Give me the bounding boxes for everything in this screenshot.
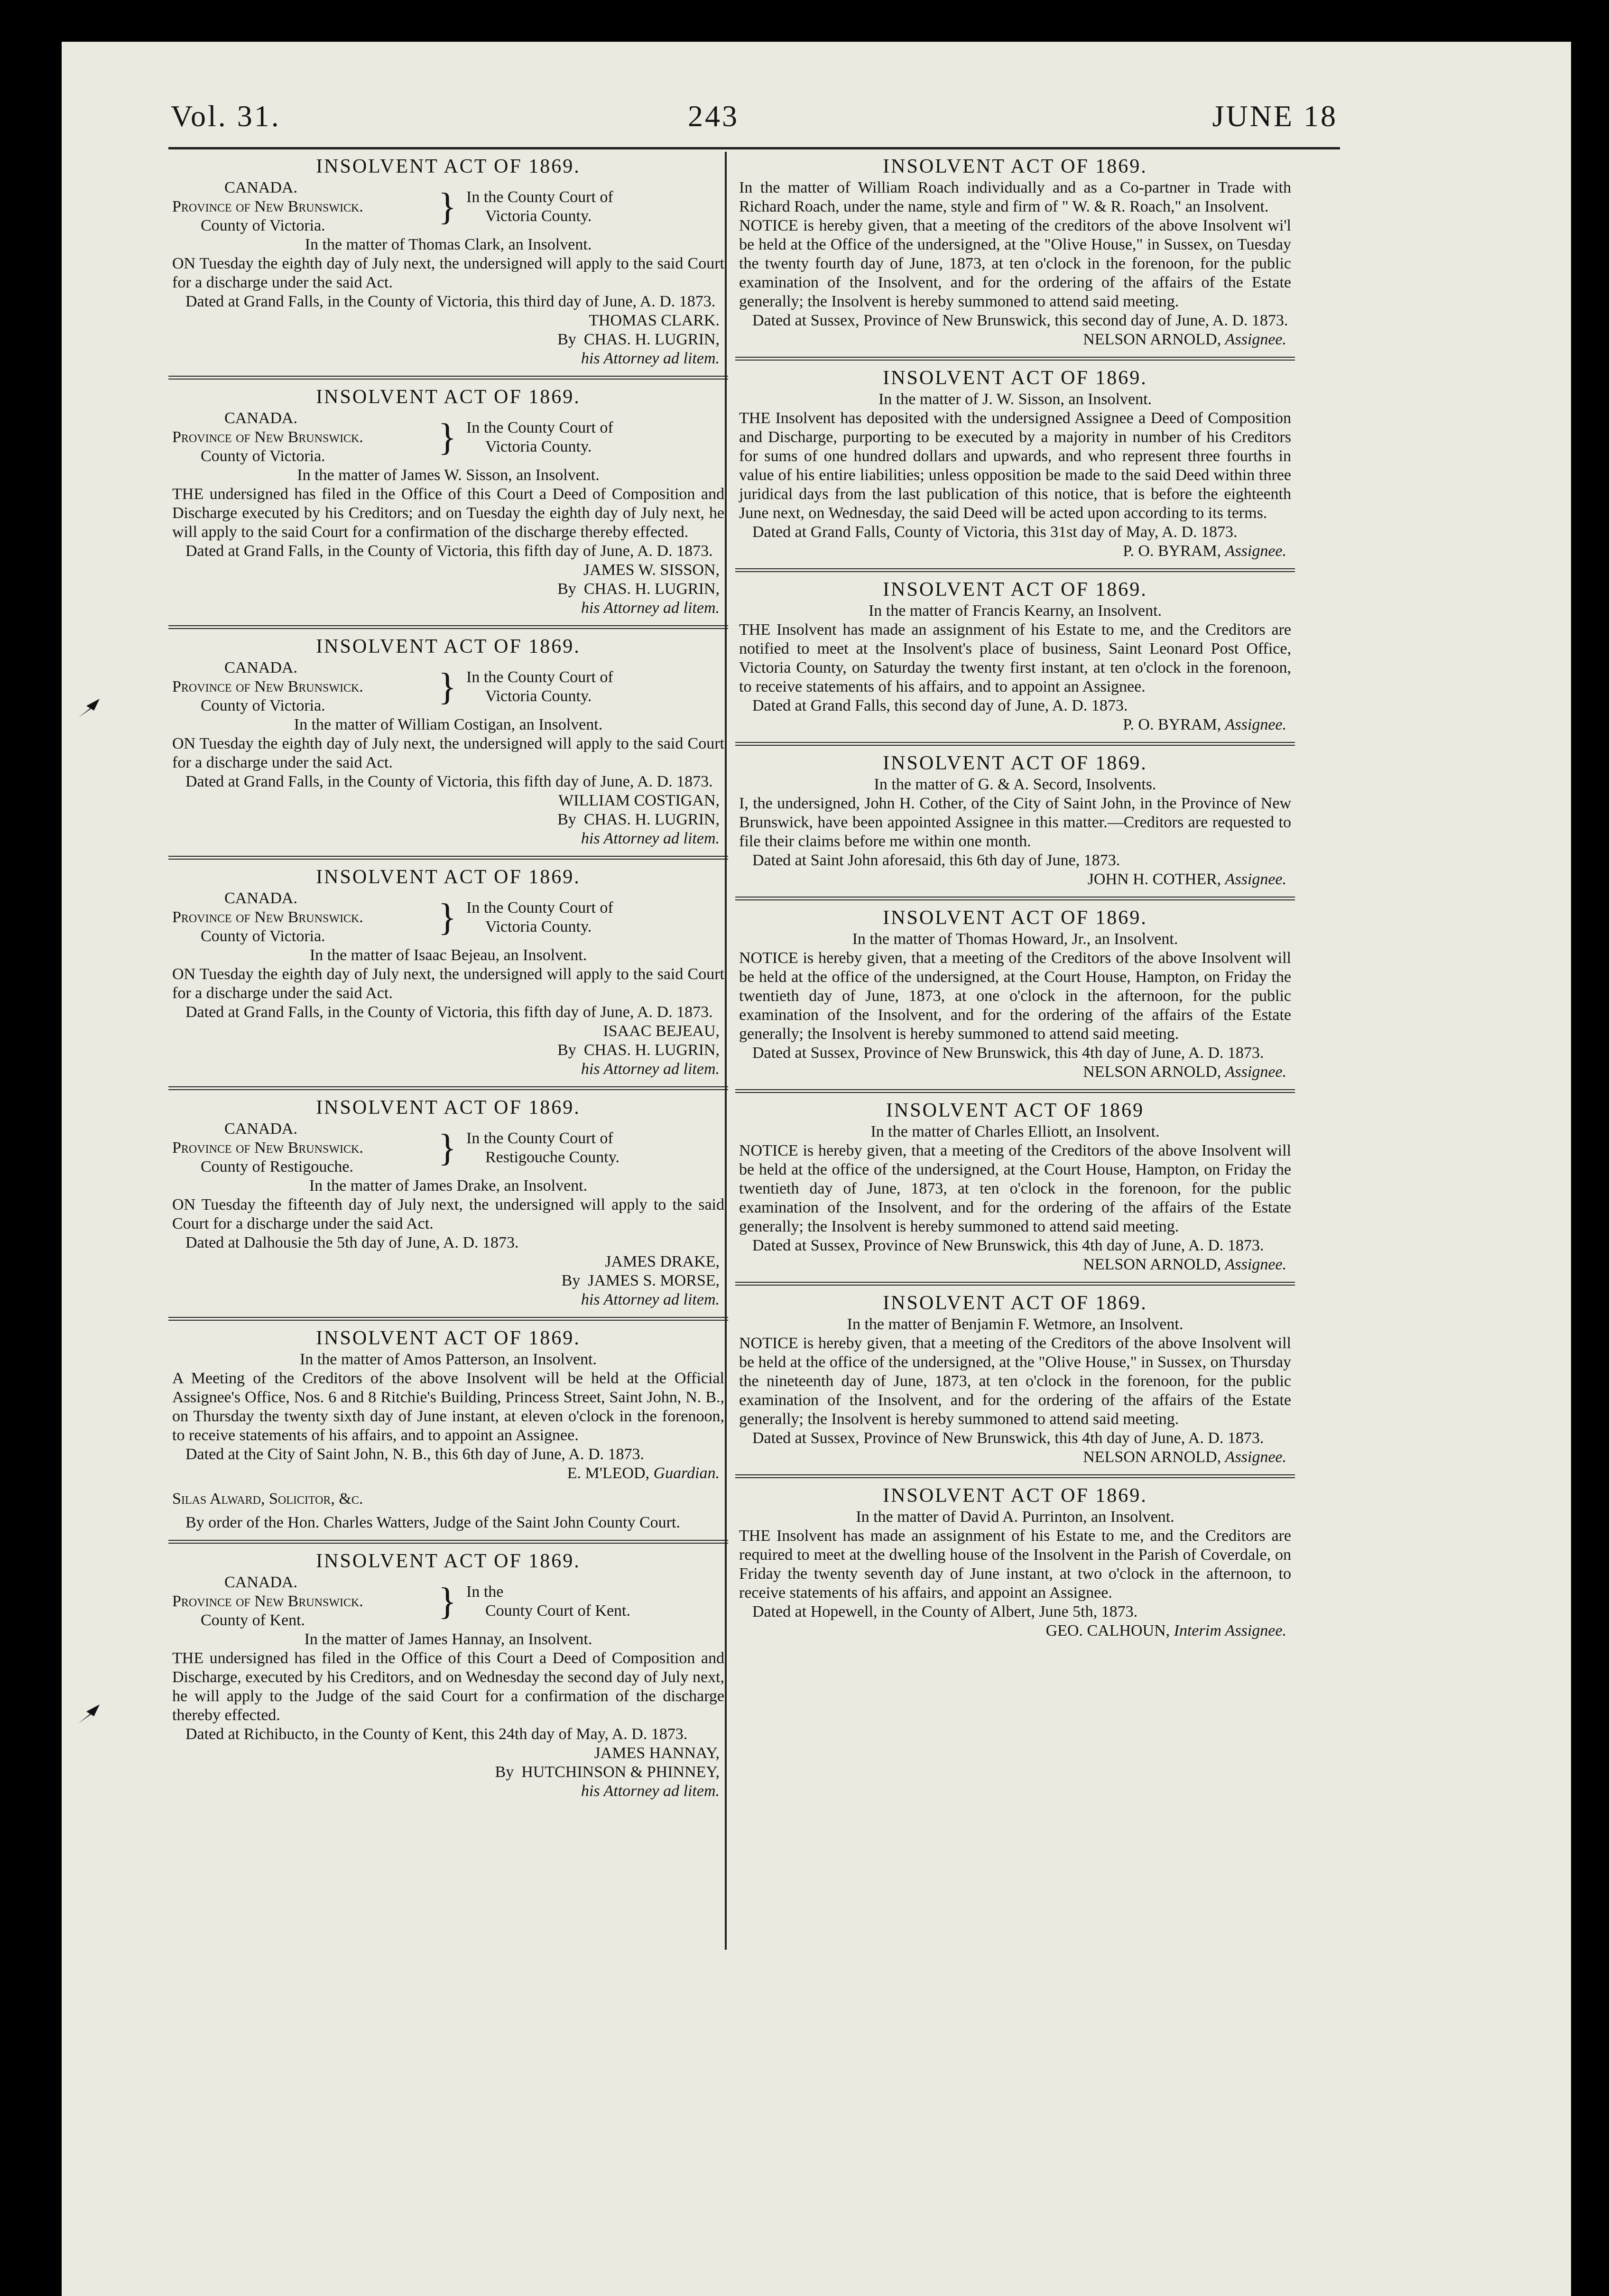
notice-matter: In the matter of Isaac Bejeau, an Insolvent. [309,946,587,964]
court-order: By order of the Hon. Charles Watters, Judge of the Saint John County Court. [185,1514,680,1531]
notice-amos-patterson [168,1324,728,1537]
court-caption [172,889,724,946]
caption-province: Province of New Brunswick. [172,678,363,695]
caption-country: CANADA. [224,409,297,427]
court-caption [172,178,724,235]
notice-body: ON Tuesday the eighth day of July next, the undersigned will apply to the said Court for a discharge under the said Act. [172,965,724,1002]
signer-name: GEO. CALHOUN, [1045,1622,1170,1639]
caption-province: Province of New Brunswick. [172,1592,363,1610]
notice-title: INSOLVENT ACT OF 1869. [883,1292,1147,1314]
solicitor-line: Silas Alward, Solicitor, &c. [172,1490,363,1508]
by-label: By [561,1272,581,1289]
signer-role: Assignee. [1225,1063,1286,1081]
caption-province: Province of New Brunswick. [172,428,363,446]
signer-role: Assignee. [1225,870,1286,888]
signer-name: NELSON ARNOLD, [1083,1063,1221,1081]
signer-name: ISAAC BEJEAU, [603,1022,720,1040]
caption-court: In the County Court of [466,188,613,206]
pointer-mark-icon [76,1702,104,1726]
caption-country: CANADA. [224,179,297,196]
attorney-name: CHAS. H. LUGRIN, [583,331,720,348]
attorney-name: HUTCHINSON & PHINNEY, [521,1763,720,1781]
notice-separator [168,1317,728,1318]
notice-separator [735,357,1295,358]
signer-role: Assignee. [1225,331,1286,348]
signer-role: Assignee. [1225,542,1286,560]
notice-title: INSOLVENT ACT OF 1869. [316,156,581,177]
notice-title: INSOLVENT ACT OF 1869. [316,866,581,888]
gazette-page [62,42,1571,2296]
caption-court: In the County Court of [466,899,613,917]
notice-title: INSOLVENT ACT OF 1869. [883,752,1147,774]
caption-court-county: Restigouche County. [485,1148,620,1166]
notice-separator [168,1540,728,1541]
caption-county: County of Kent. [201,1611,305,1629]
notice-thomas-howard [735,903,1295,1086]
notice-title: INSOLVENT ACT OF 1869. [883,367,1147,389]
by-label: By [557,331,576,348]
signer-role: Assignee. [1225,1256,1286,1273]
notice-dated: Dated at Saint John aforesaid, this 6th day of June, 1873. [752,852,1120,869]
signer-name: WILLIAM COSTIGAN, [558,792,720,809]
caption-court-county: County Court of Kent. [485,1602,630,1620]
caption-court-county: Victoria County. [485,207,592,225]
notice-title: INSOLVENT ACT OF 1869. [316,386,581,408]
caption-court: In the County Court of [466,419,613,436]
notice-body: THE undersigned has filed in the Office of this Court a Deed of Composition and Discharge, executed by his Creditors, and on Wednesday the second day of July next, he will apply to the Judge of the said Court for a confirmation of the discharge thereby effected. [172,1649,724,1724]
signer-name: JAMES HANNAY, [594,1744,720,1762]
attorney-name: CHAS. H. LUGRIN, [583,811,720,828]
signer-name: JOHN H. COTHER, [1087,870,1221,888]
by-label: By [557,811,576,828]
by-label: By [557,580,576,598]
notice-title: INSOLVENT ACT OF 1869. [883,907,1147,929]
notice-francis-kearny [735,575,1295,739]
attorney-name: JAMES S. MORSE, [588,1272,720,1289]
attorney-role: his Attorney ad litem. [581,1782,720,1800]
attorney-role: his Attorney ad litem. [581,350,720,367]
court-caption [172,409,724,466]
by-label: By [495,1763,514,1781]
notice-benjamin-wetmore [735,1288,1295,1472]
issue-date: JUNE 18 [1212,99,1338,133]
pointer-mark-icon [76,696,104,720]
notice-matter: In the matter of Amos Patterson, an Insolvent. [299,1351,597,1368]
brace-icon: } [438,666,457,708]
signer-name: P. O. BYRAM, [1123,716,1221,733]
notice-dated: Dated at Sussex, Province of New Brunswick, this 4th day of June, A. D. 1873. [752,1429,1264,1447]
brace-icon: } [438,897,457,938]
caption-province: Province of New Brunswick. [172,198,363,215]
notice-matter: In the matter of Thomas Howard, Jr., an Insolvent. [852,930,1178,948]
attorney-name: CHAS. H. LUGRIN, [583,580,720,598]
notice-matter: In the matter of Francis Kearny, an Insolvent. [868,602,1162,620]
notice-matter: In the matter of Charles Elliott, an Insolvent. [870,1123,1160,1140]
caption-county: County of Victoria. [201,217,325,234]
notice-matter: In the matter of James Drake, an Insolvent. [309,1177,588,1194]
signer-role: Guardian. [653,1464,720,1482]
signer-name: P. O. BYRAM, [1123,542,1221,560]
notice-james-sisson [168,382,728,622]
caption-country: CANADA. [224,1120,297,1138]
notice-matter: In the matter of James Hannay, an Insolvent. [304,1630,592,1648]
notice-body: NOTICE is hereby given, that a meeting of the Creditors of the above Insolvent will be held at the office of the undersigned, at the Court House, Hampton, on Friday the twentieth day of June, 1873, at ten o'clock in the forenoon, for the public examination of the Insolvent, and for the ordering of the affairs of the Estate generally; the Insolvent is hereby summoned to attend said meeting. [739,1142,1291,1235]
notice-matter: In the matter of J. W. Sisson, an Insolvent. [878,390,1152,408]
notice-body: THE Insolvent has made an assignment of his Estate to me, and the Creditors are notified to meet at the Insolvent's place of business, Saint Leonard Post Office, Victoria County, on Saturday the twenty first instant, at ten o'clock in the forenoon, to receive statements of his affairs, and to appoint an Assignee. [739,621,1291,695]
notice-title: INSOLVENT ACT OF 1869. [316,1327,581,1349]
notice-charles-elliott [735,1096,1295,1279]
notice-matter: In the matter of Benjamin F. Wetmore, an Insolvent. [847,1315,1184,1333]
caption-court-county: Victoria County. [485,438,592,455]
brace-icon: } [438,186,457,228]
notice-david-purrinton [735,1481,1295,1645]
notice-separator [735,1474,1295,1475]
notice-secord [735,749,1295,894]
notice-title: INSOLVENT ACT OF 1869. [316,1550,581,1572]
notice-separator [168,625,728,626]
right-column [735,152,1295,1645]
attorney-role: his Attorney ad litem. [581,1060,720,1078]
caption-court: In the [466,1583,504,1601]
notice-title: INSOLVENT ACT OF 1869. [883,156,1147,177]
notice-body: ON Tuesday the fifteenth day of July next, the undersigned will apply to the said Court for a discharge under the said Act. [172,1196,724,1232]
notice-james-hannay [168,1546,728,1805]
notice-dated: Dated at Hopewell, in the County of Albert, June 5th, 1873. [752,1603,1138,1620]
notice-dated: Dated at the City of Saint John, N. B., this 6th day of June, A. D. 1873. [185,1445,645,1463]
notice-matter: In the matter of G. & A. Secord, Insolvents. [874,776,1156,793]
caption-country: CANADA. [224,1574,297,1591]
caption-court: In the County Court of [466,668,613,686]
notice-body: THE Insolvent has deposited with the undersigned Assignee a Deed of Composition and Discharge, purporting to be executed by a majority in number of his Creditors for sums of one hundred dollars and upwards, and who represent three fourths in value of his entire liabilities; unless opposition be made to the said Deed within three juridical days from the last publication of this notice, that is before the eighteenth June next, on Wednesday, the said Deed will be acted upon according to its terms. [739,409,1291,522]
caption-province: Province of New Brunswick. [172,908,363,926]
caption-province: Province of New Brunswick. [172,1139,363,1157]
notice-dated: Dated at Grand Falls, in the County of Victoria, this third day of June, A. D. 1873. [185,293,716,310]
left-column [168,152,728,1805]
notice-dated: Dated at Sussex, Province of New Brunswick, this 4th day of June, A. D. 1873. [752,1237,1264,1254]
notice-matter: In the matter of William Roach individually and as a Co-partner in Trade with Richard Roach, under the name, style and firm of " W. & R. Roach," an Insolvent. [739,179,1291,215]
notice-dated: Dated at Grand Falls, this second day of June, A. D. 1873. [752,697,1128,714]
signer-name: NELSON ARNOLD, [1083,1256,1221,1273]
page-number: 243 [688,99,739,133]
notice-dated: Dated at Richibucto, in the County of Kent, this 24th day of May, A. D. 1873. [185,1725,688,1743]
notice-separator [168,376,728,377]
notice-title: INSOLVENT ACT OF 1869. [316,1097,581,1119]
notice-william-costigan [168,632,728,853]
notice-body: ON Tuesday the eighth day of July next, the undersigned will apply to the said Court for a discharge under the said Act. [172,255,724,291]
notice-matter: In the matter of Thomas Clark, an Insolvent. [305,236,592,253]
notice-body: NOTICE is hereby given, that a meeting of the creditors of the above Insolvent wi'l be held at the Office of the undersigned, at the "Olive House," in Sussex, on Tuesday the twenty fourth day of June, 1873, at ten o'clock in the forenoon, for the public examination of the Insolvent, and for the ordering of the affairs of the Estate generally; the Insolvent is hereby summoned to attend said meeting. [739,217,1291,310]
notice-separator [735,742,1295,743]
attorney-role: his Attorney ad litem. [581,1291,720,1308]
notice-thomas-clark [168,152,728,373]
notice-body: ON Tuesday the eighth day of July next, the undersigned will apply to the said Court for a discharge under the said Act. [172,735,724,771]
notice-title: INSOLVENT ACT OF 1869 [886,1100,1145,1121]
caption-court-county: Victoria County. [485,687,592,705]
signer-role: Assignee. [1225,716,1286,733]
notice-body: NOTICE is hereby given, that a meeting of the Creditors of the above Insolvent will be held at the office of the undersigned, at the Court House, Hampton, on Friday the twentieth day of June, 1873, at one o'clock in the afternoon, for the public examination of the Insolvent, and for the ordering of the affairs of the Estate generally; the Insolvent is hereby summoned to attend said meeting. [739,949,1291,1043]
court-caption [172,1120,724,1176]
notice-separator [735,568,1295,569]
caption-county: County of Restigouche. [201,1158,354,1176]
notice-dated: Dated at Grand Falls, in the County of Victoria, this fifth day of June, A. D. 1873. [185,773,713,790]
notice-body: THE Insolvent has made an assignment of his Estate to me, and the Creditors are required to meet at the dwelling house of the Insolvent in the Parish of Coverdale, on Friday the twenty seventh day of June instant, at two o'clock in the afternoon, to receive statements of his affairs, and appoint an Assignee. [739,1527,1291,1602]
court-caption [172,1573,724,1630]
caption-county: County of Victoria. [201,697,325,714]
notice-body: I, the undersigned, John H. Cother, of the City of Saint John, in the Province of New Brunswick, have been appointed Assignee in this matter.—Creditors are requested to file their claims before me within one month. [739,795,1291,850]
notice-dated: Dated at Grand Falls, County of Victoria, this 31st day of May, A. D. 1873. [752,523,1238,541]
caption-country: CANADA. [224,889,297,907]
brace-icon: } [438,1581,457,1622]
signer-role: Interim Assignee. [1174,1622,1286,1639]
notice-body: NOTICE is hereby given, that a meeting of the Creditors of the above Insolvent will be held at the office of the undersigned, at the "Olive House," in Sussex, on Thursday the nineteenth day of June, 1873, at ten o'clock in the forenoon, for the public examination of the Insolvent, and for the ordering of the affairs of the Estate generally; the Insolvent is hereby summoned to attend said meeting. [739,1334,1291,1428]
signer-name: NELSON ARNOLD, [1083,331,1221,348]
caption-court-county: Victoria County. [485,918,592,935]
notice-dated: Dated at Grand Falls, in the County of Victoria, this fifth day of June, A. D. 1873. [185,542,713,560]
notice-separator [168,856,728,857]
signer-name: E. M'LEOD, [567,1464,650,1482]
notice-isaac-bejeau [168,862,728,1083]
notice-dated: Dated at Grand Falls, in the County of Victoria, this fifth day of June, A. D. 1873. [185,1003,713,1021]
attorney-role: his Attorney ad litem. [581,599,720,617]
notice-dated: Dated at Sussex, Province of New Brunswick, this 4th day of June, A. D. 1873. [752,1044,1264,1062]
notice-matter: In the matter of William Costigan, an Insolvent. [294,716,603,733]
notice-separator [168,1086,728,1087]
notice-title: INSOLVENT ACT OF 1869. [883,579,1147,601]
notice-separator [735,897,1295,898]
by-label: By [557,1041,576,1059]
caption-country: CANADA. [224,659,297,676]
brace-icon: } [438,417,457,458]
volume-number: Vol. 31. [171,99,281,133]
notice-dated: Dated at Dalhousie the 5th day of June, A. D. 1873. [185,1234,519,1251]
header-rule [168,147,1340,149]
caption-county: County of Victoria. [201,927,325,945]
court-caption [172,658,724,715]
caption-court: In the County Court of [466,1129,613,1147]
notice-separator [735,1089,1295,1090]
brace-icon: } [438,1127,457,1169]
caption-county: County of Victoria. [201,447,325,465]
signer-name: THOMAS CLARK. [589,312,720,329]
notice-matter: In the matter of David A. Purrinton, an Insolvent. [856,1508,1174,1526]
attorney-role: his Attorney ad litem. [581,830,720,847]
signer-name: JAMES W. SISSON, [583,561,720,579]
notice-jw-sisson [735,363,1295,565]
signer-name: JAMES DRAKE, [605,1253,720,1270]
signer-role: Assignee. [1225,1448,1286,1466]
notice-james-drake [168,1093,728,1314]
notice-body: THE undersigned has filed in the Office of this Court a Deed of Composition and Discharge executed by his Creditors; and on Tuesday the eighth day of July next, he will apply to the said Court for a confirmation of the discharge thereby effected. [172,485,724,541]
notice-william-roach [735,152,1295,354]
notice-body: A Meeting of the Creditors of the above Insolvent will be held at the Official Assignee's Office, Nos. 6 and 8 Ritchie's Building, Princess Street, Saint John, N. B., on Thursday the twenty sixth day of June instant, at eleven o'clock in the forenoon, to receive statements of his affairs, and to appoint an Assignee. [172,1370,724,1444]
signer-name: NELSON ARNOLD, [1083,1448,1221,1466]
notice-separator [735,1282,1295,1283]
notice-title: INSOLVENT ACT OF 1869. [883,1485,1147,1507]
notice-matter: In the matter of James W. Sisson, an Insolvent. [297,466,600,484]
notice-dated: Dated at Sussex, Province of New Brunswick, this second day of June, A. D. 1873. [752,312,1288,329]
notice-title: INSOLVENT ACT OF 1869. [316,636,581,657]
attorney-name: CHAS. H. LUGRIN, [583,1041,720,1059]
